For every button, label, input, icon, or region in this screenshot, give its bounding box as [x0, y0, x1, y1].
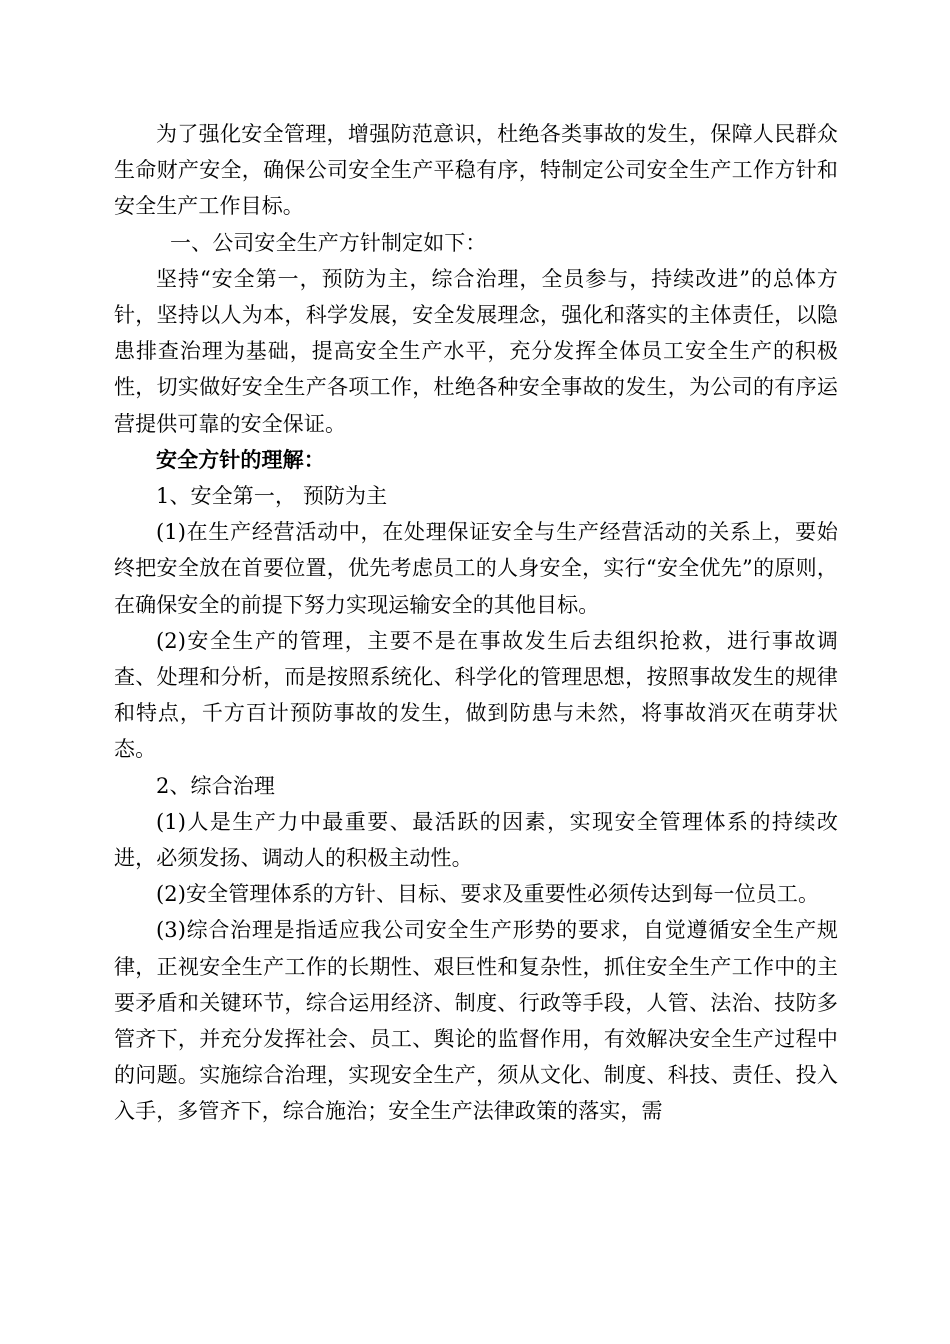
document-page	[114, 116, 838, 1130]
paragraph-2-1: (1)人是生产力中最重要、最活跃的因素，实现安全管理体系的持续改进，必须发扬、调动人的积极主动性。	[114, 809, 838, 871]
subheading-comprehensive: 2、综合治理	[156, 773, 275, 798]
paragraph-2-2: (2)安全管理体系的方针、目标、要求及重要性必须传达到每一位员工。	[156, 882, 820, 907]
paragraph-1-1: (1)在生产经营活动中，在处理保证安全与生产经营活动的关系上，要始终把安全放在首要位置，优先考虑员工的人身安全，实行“安全优先”的原则，在确保安全的前提下努力实现运输安全的其他目标。	[114, 520, 838, 617]
intro-paragraph: 为了强化安全管理，增强防范意识，杜绝各类事故的发生，保障人民群众生命财产安全，确保公司安全生产平稳有序，特制定公司安全生产工作方针和安全生产工作目标。	[114, 122, 838, 219]
paragraph-2-3: (3)综合治理是指适应我公司安全生产形势的要求，自觉遵循安全生产规律，正视安全生产工作的长期性、艰巨性和复杂性，抓住安全生产工作中的主要矛盾和关键环节，综合运用经济、制度、行政等手段，人管、法治、技防多管齐下，并充分发挥社会、员工、舆论的监督作用，有效解决安全生产过程中的问题。实施综合治理，实现安全生产，须从文化、制度、科技、责任、投入入手，多管齐下，综合施治；安全生产法律政策的落实，需	[114, 918, 838, 1124]
subheading-safety-first: 1、安全第一， 预防为主	[156, 484, 388, 509]
policy-paragraph: 坚持“安全第一，预防为主，综合治理，全员参与，持续改进”的总体方针，坚持以人为本，科学发展，安全发展理念，强化和落实的主体责任，以隐患排查治理为基础，提高安全生产水平，充分发挥全体员工安全生产的积极性，切实做好安全生产各项工作，杜绝各种安全事故的发生，为公司的有序运营提供可靠的安全保证。	[114, 266, 838, 436]
understanding-heading: 安全方针的理解：	[156, 446, 325, 472]
paragraph-1-2: (2)安全生产的管理，主要不是在事故发生后去组织抢救，进行事故调查、处理和分析，而是按照系统化、科学化的管理思想，按照事故发生的规律和特点，千方百计预防事故的发生，做到防患与未然，将事故消灭在萌芽状态。	[114, 628, 838, 762]
section-heading-policy: 一、公司安全生产方针制定如下：	[170, 230, 487, 255]
